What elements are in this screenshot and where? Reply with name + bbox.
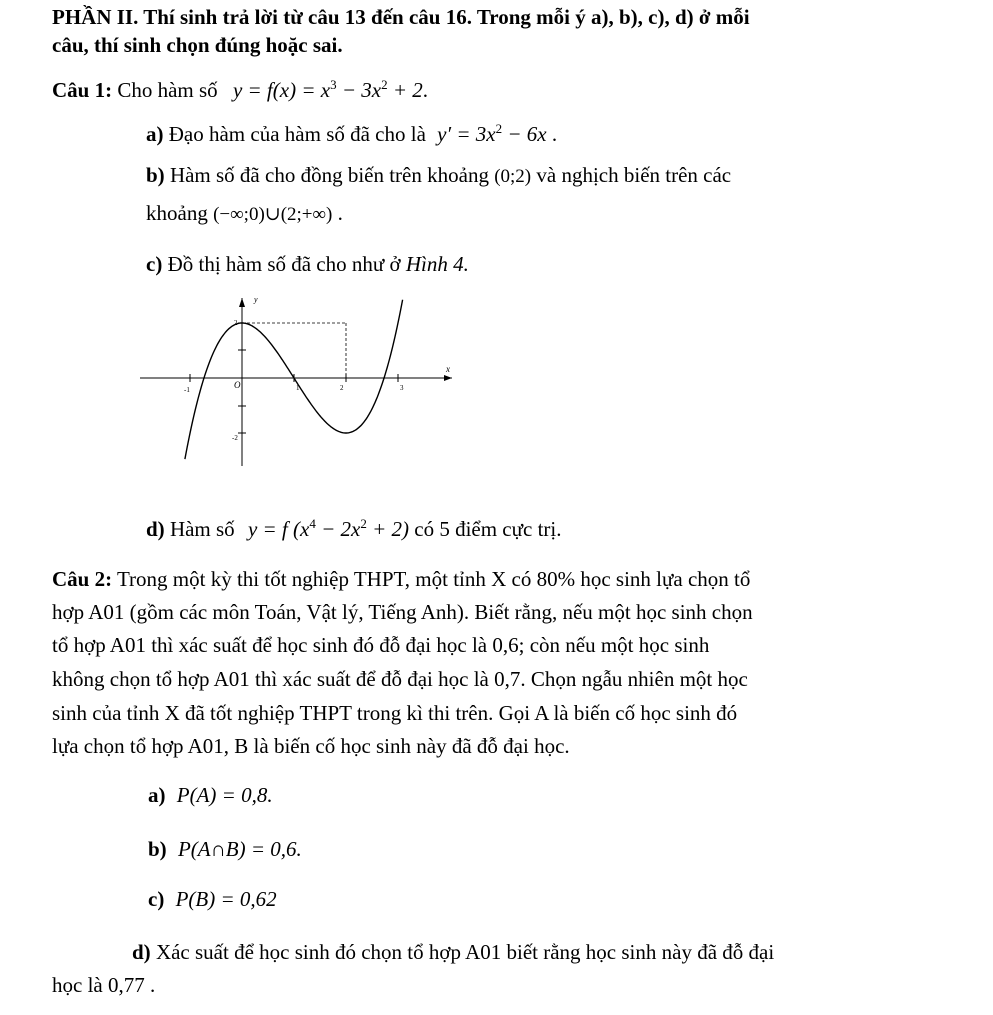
q1-label: Câu 1:: [52, 78, 113, 102]
x-tick-label-1: 1: [296, 384, 300, 392]
q1-option-b: [146, 162, 731, 190]
q1-c-text: Đồ thị hàm số đã cho như ở: [167, 252, 401, 276]
q2-option-a: [148, 782, 273, 808]
q2-option-b: [148, 836, 302, 862]
q2-b-formula: P(A∩B) = 0,6.: [177, 837, 302, 861]
q2-stem-line-3: tổ hợp A01 thì xác suất để học sinh đó đỗ đại học là 0,6; còn nếu một học sinh: [52, 633, 710, 657]
q1-a-label: a): [146, 122, 164, 146]
q1-b-label: b): [146, 163, 165, 187]
q2-d-line1: Xác suất để học sinh đó chọn tổ hợp A01 biết rằng học sinh này đã đỗ đại: [155, 940, 775, 964]
q1-a-text: Đạo hàm của hàm số đã cho là: [168, 122, 426, 146]
q1-d-label: d): [146, 517, 165, 541]
y-tick-label-neg2: -2: [232, 434, 238, 442]
q2-c-label: c): [148, 887, 165, 911]
q1-option-b-line2: khoảng (−∞;0)∪(2;+∞) .: [146, 201, 343, 225]
q2-b-label: b): [148, 837, 167, 861]
q2-a-formula: P(A) = 0,8.: [176, 783, 273, 807]
x-tick-label-3: 3: [400, 384, 404, 392]
y-axis-label: y: [254, 295, 258, 304]
q2-stem-line-6: lựa chọn tổ hợp A01, B là biến cố học sinh này đã đỗ đại học.: [52, 734, 570, 758]
q2-stem-line-1: Câu 2: Trong một kỳ thi tốt nghiệp THPT, một tỉnh X có 80% học sinh lựa chọn tổ: [52, 567, 751, 591]
q1-b-line2-text: khoảng: [146, 201, 208, 225]
q1-a-formula: $y' = 3x^2 - 6x$ .: [437, 121, 558, 146]
function-graph: [138, 294, 458, 484]
q2-label: Câu 2:: [52, 567, 113, 591]
q1-option-c: [146, 251, 469, 277]
y-tick-label-2: 2: [234, 319, 238, 327]
origin-label: O: [234, 380, 241, 390]
q2-option-d-line2: học là 0,77 .: [52, 973, 156, 997]
q1-option-d: [146, 511, 562, 542]
y-axis-arrow-icon: [239, 298, 245, 307]
x-tick-label-neg1: -1: [184, 386, 190, 394]
q2-stem-line-5: sinh của tỉnh X đã tốt nghiệp THPT trong kì thi trên. Gọi A là biến cố học sinh đó: [52, 701, 738, 725]
q1-d-formula: y = f $(x^4 - 2x^2 + 2)$: [247, 516, 409, 541]
x-tick-label-2: 2: [340, 384, 344, 392]
q1-b-union: (−∞;0)∪(2;+∞): [213, 204, 333, 225]
q2-stem-line-2: hợp A01 (gồm các môn Toán, Vật lý, Tiếng Anh). Biết rằng, nếu một học sinh chọn: [52, 600, 753, 624]
q1-b-text2: và nghịch biến trên các: [536, 163, 732, 187]
q1-option-a: [146, 116, 557, 147]
q2-c-formula: P(B) = 0,62: [175, 887, 277, 911]
q1-d-text: Hàm số: [169, 517, 235, 541]
q1-d-text2: có 5 điểm cực trị.: [414, 517, 562, 541]
x-axis-label: x: [446, 364, 450, 374]
q1-b-text: Hàm số đã cho đồng biến trên khoảng: [169, 163, 489, 187]
q1-text: Cho hàm số: [117, 78, 218, 102]
x-axis-arrow-icon: [444, 375, 452, 381]
q2-a-label: a): [148, 783, 166, 807]
q1-c-label: c): [146, 252, 163, 276]
q1-b-interval: (0;2): [494, 166, 532, 187]
q2-option-d: [132, 939, 774, 965]
q1-stem: [52, 72, 428, 103]
q1-formula: $y = f(x) = x^3 - 3x^2 + 2$.: [232, 77, 428, 102]
q2-option-c: [148, 886, 277, 912]
q2-d-label: d): [132, 940, 151, 964]
section-header-line-1: PHẦN II. Thí sinh trả lời từ câu 13 đến câu 16. Trong mỗi ý a), b), c), d) ở mỗi: [52, 5, 750, 29]
section-header-line-2: câu, thí sinh chọn đúng hoặc sai.: [52, 33, 343, 57]
q1-c-figure-ref: Hình 4.: [405, 252, 469, 276]
q2-stem-line-4: không chọn tổ hợp A01 thì xác suất để đỗ đại học là 0,7. Chọn ngẫu nhiên một học: [52, 667, 748, 691]
